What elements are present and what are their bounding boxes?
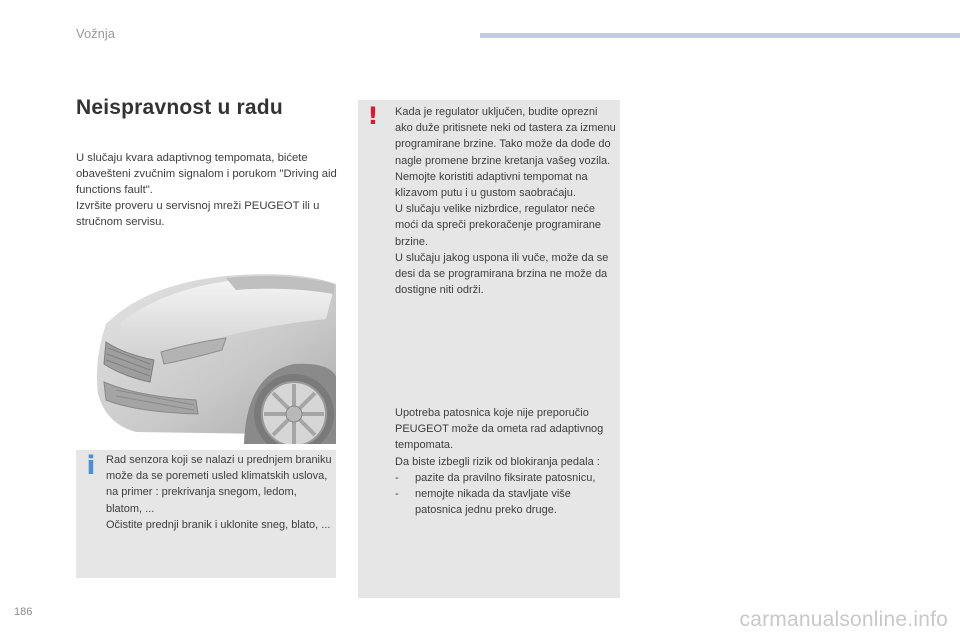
mat-list	[395, 470, 617, 519]
page-number: 186	[14, 606, 33, 618]
info-paragraph: Rad senzora koji se nalazi u prednjem braniku može da se poremeti usled klimatskih uslova, na primer : prekrivanja snegom, ledom, blatom, ...	[106, 454, 332, 515]
warning-paragraph: Nemojte koristiti adaptivni tempomat na klizavom putu i u gustom saobraćaju.	[395, 170, 588, 200]
mat-paragraph: Da biste izbegli rizik od blokiranja pedala :	[395, 455, 600, 468]
info-icon: i	[86, 451, 96, 481]
intro-paragraph: U slučaju kvara adaptivnog tempomata, bićete obavešteni zvučnim signalom i porukom "Driving aid functions fault".	[76, 152, 337, 196]
info-paragraph: Očistite prednji branik i uklonite sneg, blato, ...	[106, 518, 331, 531]
warning-paragraph: U slučaju velike nizbrdice, regulator neće moći da spreči prekoračenje programirane brzine.	[395, 203, 602, 248]
intro-paragraph: Izvršite proveru u servisnoj mreži PEUGEOT ili u stručnom servisu.	[76, 200, 320, 228]
info-text	[106, 452, 332, 533]
warning-text	[395, 104, 617, 298]
floor-mat-text	[395, 405, 617, 518]
warning-paragraph: Kada je regulator uključen, budite oprezni ako duže pritisnete neki od tastera za izmenu programirane brzine. Tako može da dođe do nagle promene brzine kretanja vašeg vozila.	[395, 106, 616, 167]
list-item	[395, 486, 617, 518]
watermark: carmanualsonline.info	[739, 608, 948, 631]
list-dash: -	[395, 471, 399, 484]
list-dash: -	[395, 488, 399, 501]
car-front-illustration	[76, 264, 336, 444]
warning-paragraph: U slučaju jakog uspona ili vuče, može da se desi da se programirana brzina ne može da dostigne niti održi.	[395, 251, 609, 297]
car-front-illustration-svg	[76, 264, 336, 444]
warning-exclamation-icon: !	[367, 102, 379, 130]
list-item-text: pazite da pravilno fiksirate patosnicu,	[415, 471, 596, 484]
page-title: Neispravnost u radu	[76, 96, 283, 119]
section-title: Vožnja	[76, 26, 116, 41]
list-item-text: nemojte nikada da stavljate više patosnica jednu preko druge.	[415, 488, 571, 517]
list-item	[395, 470, 617, 486]
header-accent-bar	[480, 33, 960, 38]
intro-text	[76, 150, 346, 230]
mat-paragraph: Upotreba patosnica koje nije preporučio PEUGEOT može da ometa rad adaptivnog tempomata.	[395, 407, 604, 452]
